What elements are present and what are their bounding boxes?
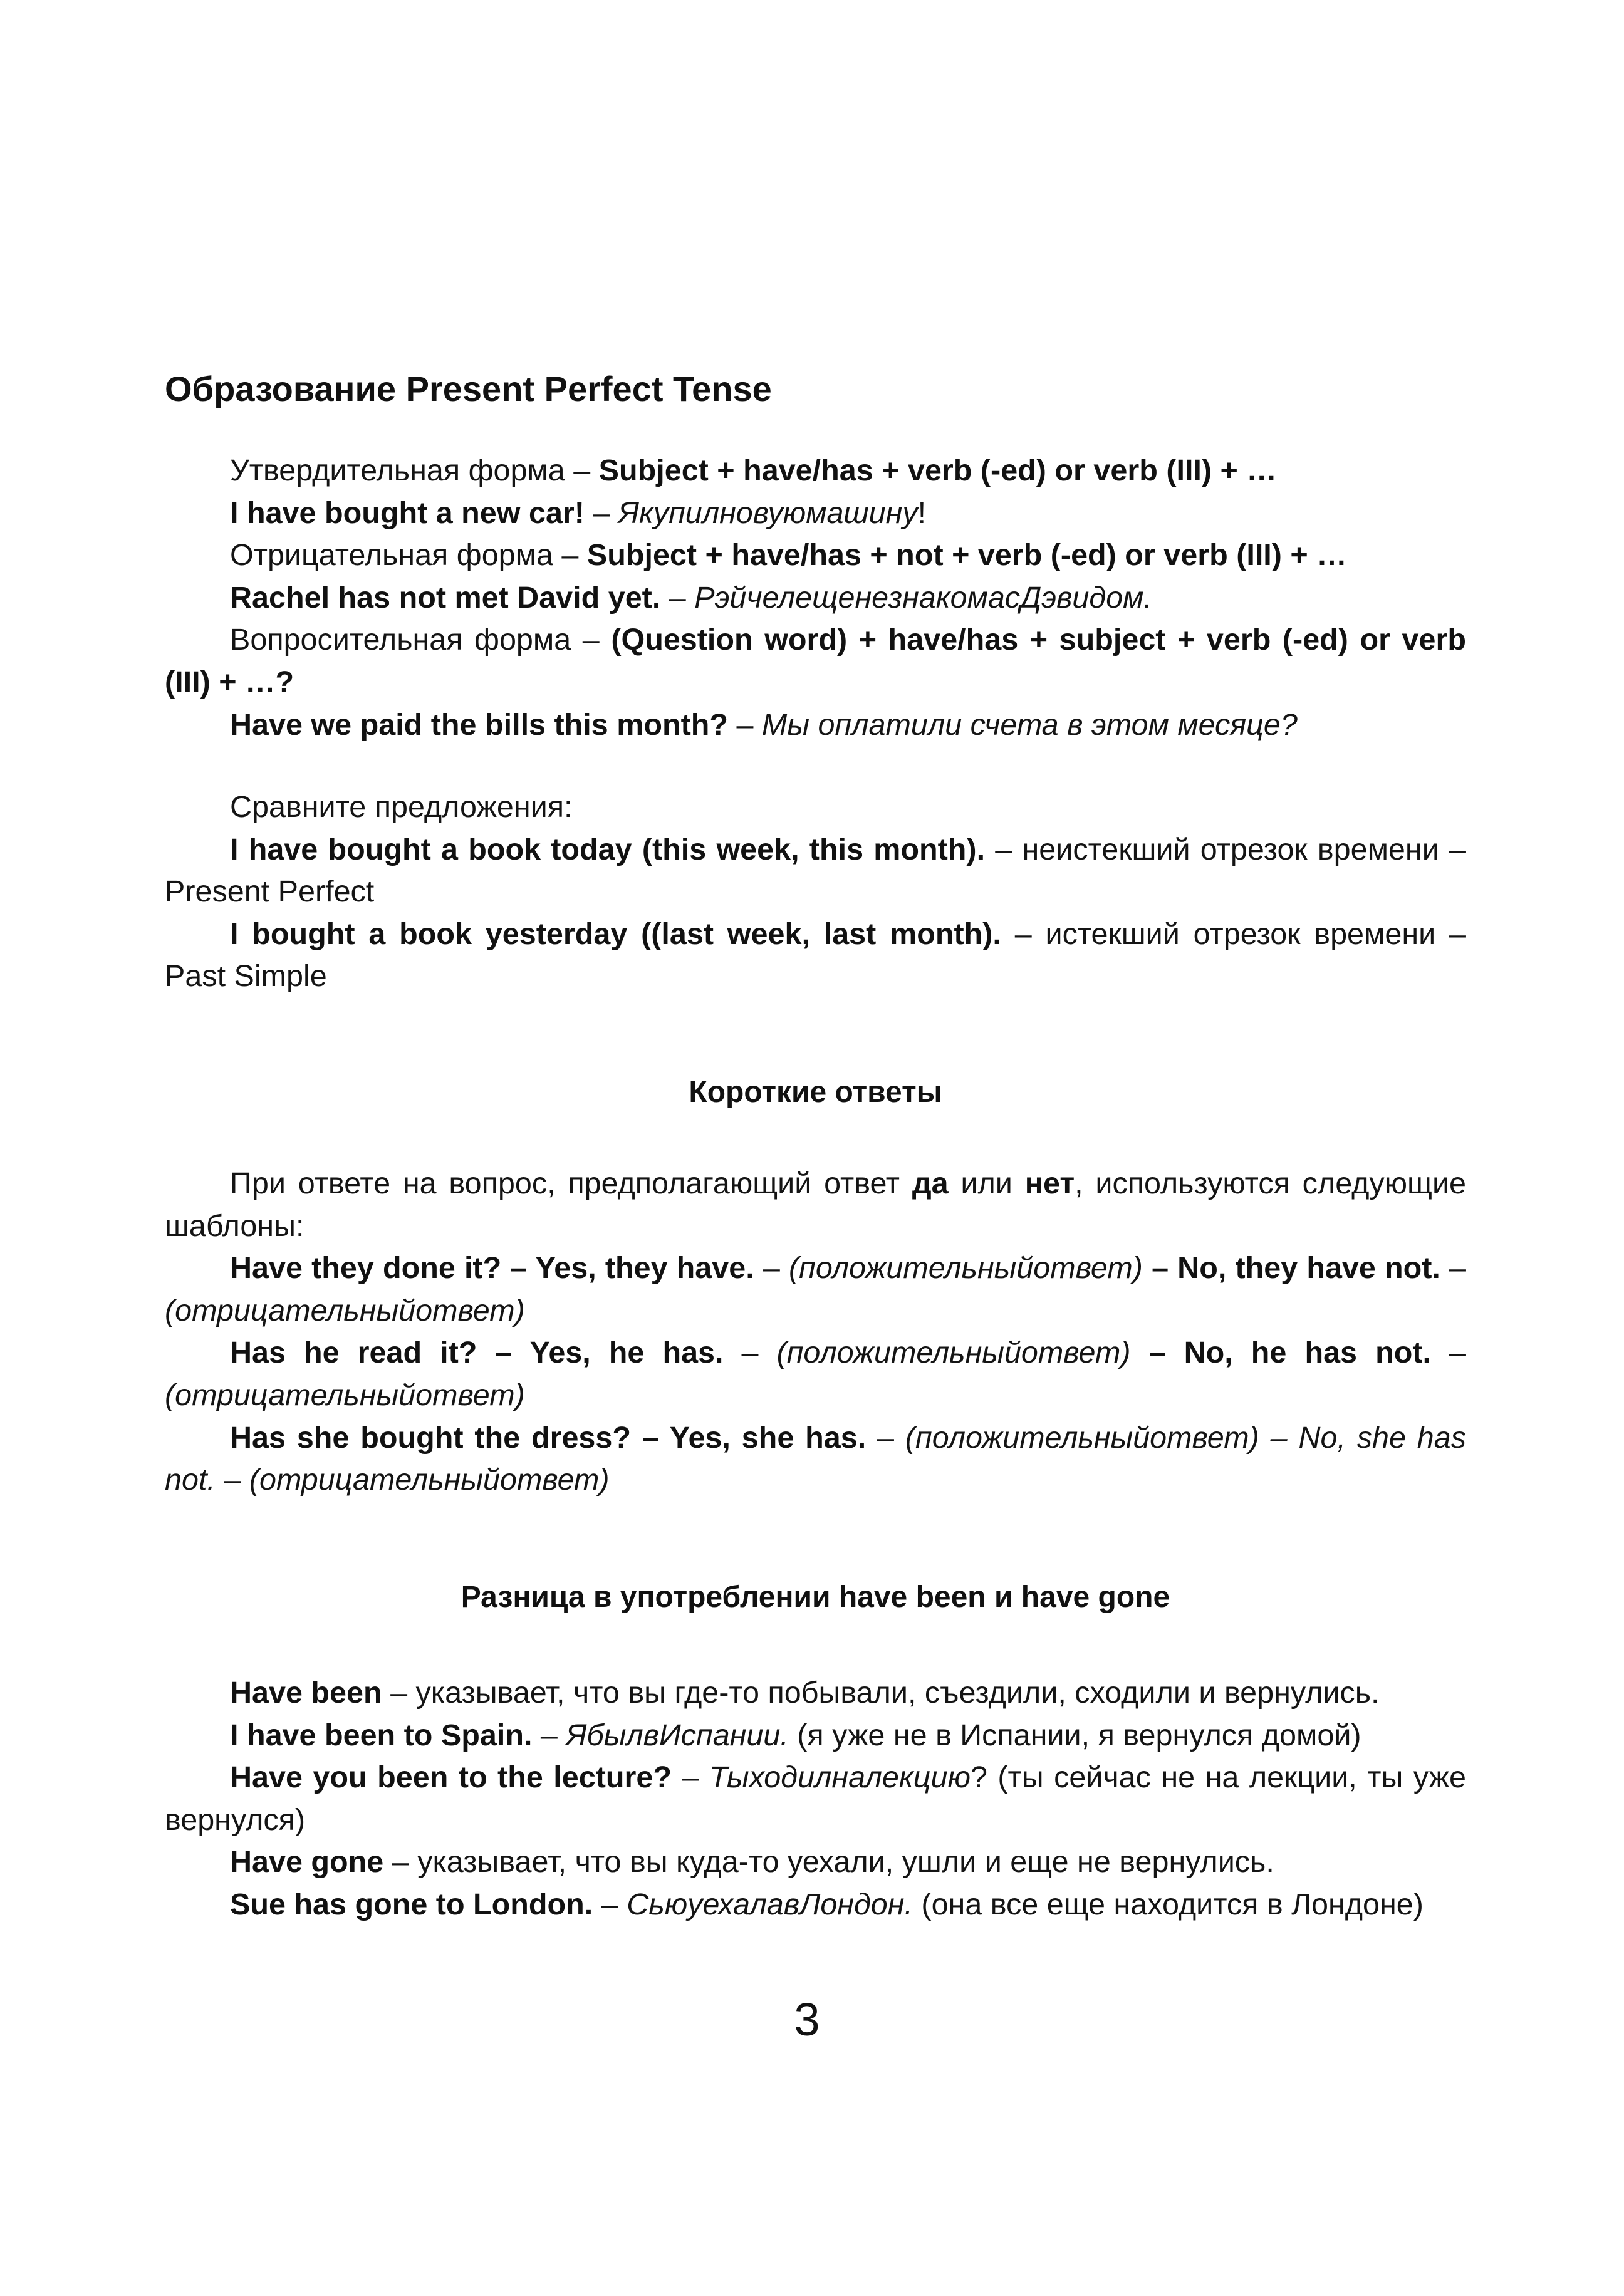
bold-text: нет	[1024, 1166, 1075, 1200]
bold-text: – No, he has not.	[1130, 1336, 1431, 1370]
paragraph	[165, 492, 1466, 535]
italic-text: (положительныйответ)	[788, 1251, 1143, 1286]
text-run: – указывает, что вы где-то побывали, съездили, сходили и вернулись.	[382, 1676, 1380, 1710]
italic-text: Тыходилналекцию	[709, 1760, 971, 1795]
page-number-text: 3	[794, 1993, 820, 2045]
been-gone-section	[165, 1672, 1466, 1926]
italic-text: (положительныйответ)	[776, 1336, 1131, 1370]
text-run: – указывает, что вы куда-то уехали, ушли и еще не вернулись.	[383, 1845, 1274, 1879]
bold-text: I have bought a book today (this week, this month).	[230, 832, 986, 866]
bold-text: Has she bought the dress? – Yes, she has.	[230, 1420, 867, 1455]
bold-text: – No, they have not.	[1142, 1251, 1440, 1286]
text-run: !	[917, 496, 927, 530]
text-run: При ответе на вопрос, предполагающий ответ	[230, 1166, 912, 1200]
bold-text: Sue has gone to London.	[230, 1887, 593, 1921]
paragraph	[165, 1715, 1466, 1757]
short-answers-heading: Короткие ответы	[689, 1076, 942, 1109]
paragraph	[165, 1163, 1466, 1247]
been-gone-heading-block	[165, 1577, 1466, 1618]
been-gone-heading: Разница в употреблении have been и have gone	[461, 1581, 1170, 1614]
bold-text: да	[912, 1166, 949, 1200]
text-run: – неистекший отрезок времени – Present Perfect	[165, 832, 1466, 909]
text-run: –	[1430, 1336, 1466, 1370]
bold-text: Has he read it? – Yes, he has.	[230, 1336, 724, 1370]
paragraph	[165, 1332, 1466, 1416]
bold-text: (Question word) + have/has + subject + verb (-ed) or verb (III) + …?	[165, 623, 1466, 699]
paragraph	[165, 1672, 1466, 1715]
title-block	[165, 369, 1466, 409]
italic-text: Мы оплатили счета в этом месяце?	[761, 707, 1298, 742]
text-run: –	[584, 496, 618, 530]
paragraph	[165, 534, 1466, 577]
paragraph	[165, 913, 1466, 998]
text-run: –	[671, 1760, 709, 1795]
text-run: (она все еще находится в Лондоне)	[912, 1887, 1424, 1921]
italic-text: (отрицательныйответ)	[165, 1378, 525, 1412]
bold-text: Have gone	[230, 1845, 384, 1879]
italic-text: СьюуехалавЛондон.	[627, 1887, 913, 1921]
bold-text: I have bought a new car!	[230, 496, 585, 530]
italic-text: Якупилновуюмашину	[618, 496, 918, 530]
text-run: Утвердительная форма –	[230, 454, 599, 487]
text-run: или	[948, 1166, 1025, 1200]
text-run: (я уже не в Испании, я вернулся домой)	[788, 1718, 1361, 1752]
bold-text: I have been to Spain.	[230, 1718, 533, 1752]
text-run: Отрицательная форма –	[230, 538, 587, 573]
text-run: Вопросительная форма –	[230, 623, 612, 657]
paragraph	[165, 786, 1466, 829]
bold-text: Rachel has not met David yet.	[230, 580, 661, 615]
bold-text: I bought a book yesterday ((last week, last month).	[230, 917, 1001, 951]
short-answers-heading-block	[165, 1073, 1466, 1113]
italic-text: (отрицательныйответ)	[165, 1293, 525, 1327]
italic-text: РэйчелещенезнакомасДэвидом.	[694, 580, 1152, 615]
page-title: Образование Present Perfect Tense	[165, 369, 772, 408]
bold-text: Have you been to the lecture?	[230, 1760, 672, 1795]
paragraph	[165, 619, 1466, 704]
text-run: – истекший отрезок времени – Past Simple	[165, 917, 1466, 994]
paragraph	[165, 450, 1466, 492]
text-run: , используются следующие шаблоны:	[165, 1166, 1467, 1243]
paragraph	[165, 1841, 1466, 1884]
paragraph	[165, 577, 1466, 620]
paragraph	[165, 1247, 1466, 1332]
text-run: ? (ты сейчас не на лекции, ты уже вернулся)	[165, 1760, 1466, 1837]
paragraph	[165, 829, 1466, 913]
bold-text: Have been	[230, 1676, 382, 1710]
text-run: –	[866, 1420, 905, 1455]
short-answers-section	[165, 1163, 1466, 1502]
paragraph	[165, 704, 1466, 747]
bold-text: Have they done it? – Yes, they have.	[230, 1251, 754, 1286]
bold-text: Have we paid the bills this month?	[230, 707, 728, 742]
text-run: Сравните предложения:	[230, 790, 573, 824]
text-run: –	[754, 1251, 789, 1286]
italic-text: (положительныйответ) – No, she has not. – (отрицательныйответ)	[165, 1420, 1466, 1497]
formation-section	[165, 450, 1466, 746]
text-run: –	[727, 707, 762, 742]
text-run: –	[660, 580, 695, 615]
text-run: –	[593, 1887, 627, 1921]
paragraph	[165, 1757, 1466, 1841]
text-run: –	[1440, 1251, 1467, 1286]
bold-text: Subject + have/has + verb (-ed) or verb (III) + …	[598, 454, 1277, 487]
bold-text: Subject + have/has + not + verb (-ed) or verb (III) + …	[586, 538, 1347, 573]
paragraph	[165, 1417, 1466, 1502]
comparison-section	[165, 786, 1466, 998]
text-run: –	[532, 1718, 566, 1752]
page-number	[0, 1995, 1624, 2045]
text-run: –	[723, 1336, 777, 1370]
paragraph	[165, 1884, 1466, 1926]
italic-text: ЯбылвИспании.	[566, 1718, 789, 1752]
